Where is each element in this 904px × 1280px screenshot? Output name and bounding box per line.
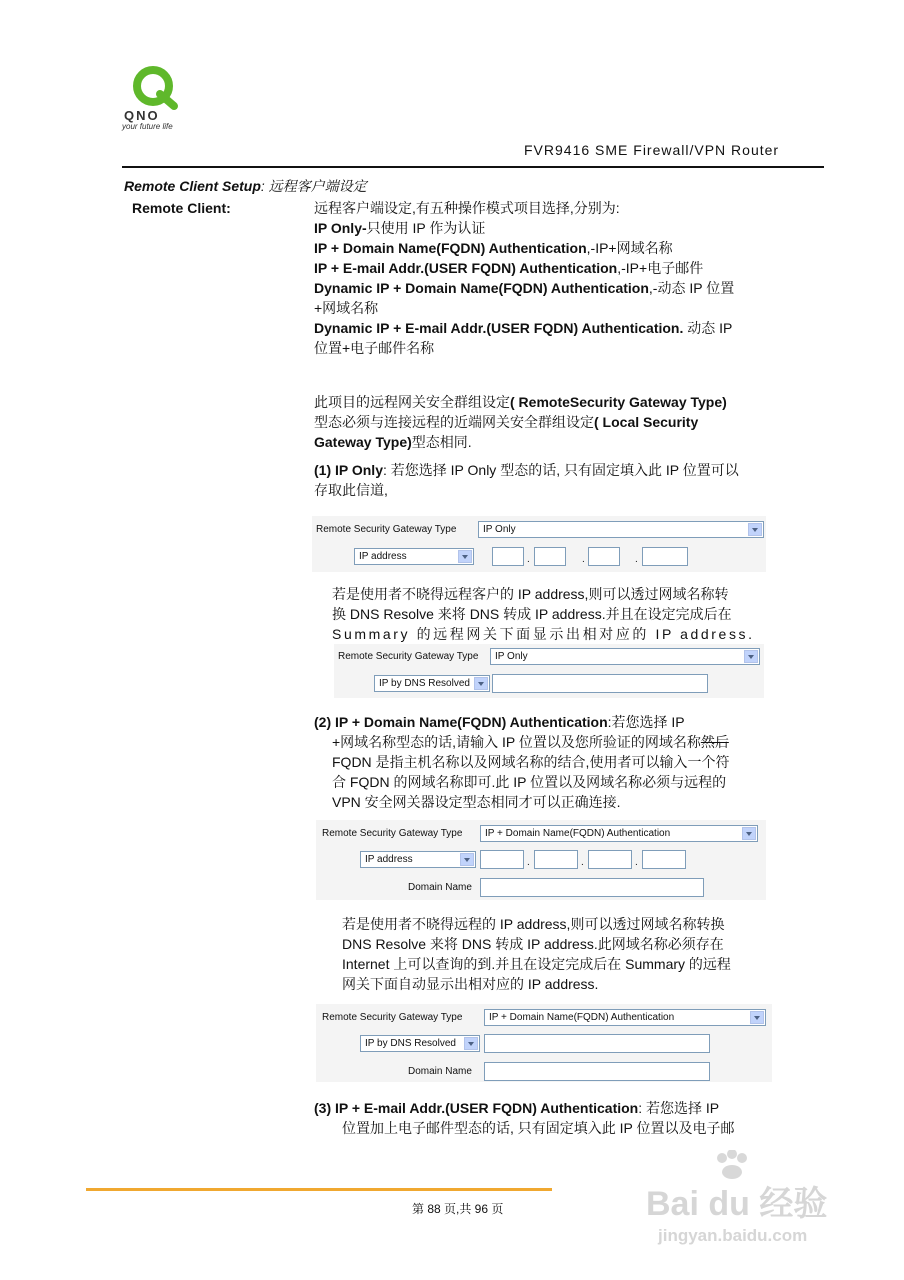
logo-tagline: your future life xyxy=(122,122,173,131)
gateway-type-select[interactable]: IP Only xyxy=(490,648,760,665)
ip-domain-text-4: VPN 安全网关器设定型态相同才可以正确连接. xyxy=(332,794,621,810)
ip-only-dns-text-3: Summary 的远程网关下面显示出相对应的 IP address. xyxy=(332,626,755,642)
ip-email-text-1: 位置加上电子邮件型态的话, 只有固定填入此 IP 位置以及电子邮 xyxy=(342,1120,735,1136)
baidu-watermark xyxy=(640,1150,870,1260)
ip-domain-dns-text-1: 若是使用者不晓得远程的 IP address,则可以透过网域名称转换 xyxy=(342,916,725,932)
address-mode-select[interactable]: IP by DNS Resolved xyxy=(374,675,490,692)
chevron-down-icon xyxy=(750,1011,764,1024)
ip-domain-text-2: FQDN 是指主机名称以及网域名称的结合,使用者可以输入一个符 xyxy=(332,754,730,770)
company-logo xyxy=(120,64,190,130)
gateway-note-line3: Gateway Type)型态相同. xyxy=(314,434,472,450)
gateway-type-select[interactable]: IP + Domain Name(FQDN) Authentication xyxy=(480,825,758,842)
watermark-brand: Bai du 经验 xyxy=(646,1185,828,1223)
mode-dynamic-email: Dynamic IP + E-mail Addr.(USER FQDN) Authentication. 动态 IP xyxy=(314,320,733,336)
ip-octet-3-input[interactable] xyxy=(588,850,632,869)
ip-only-dns-text-2: 换 DNS Resolve 来将 DNS 转成 IP address.并且在设定完成后在 xyxy=(332,606,732,622)
chevron-down-icon xyxy=(742,827,756,840)
remote-client-label: Remote Client: xyxy=(132,200,231,216)
ip-domain-heading: (2) IP + Domain Name(FQDN) Authentication:若您选择 IP xyxy=(314,714,685,730)
gateway-type-select[interactable]: IP Only xyxy=(478,521,764,538)
mode-dynamic-domain: Dynamic IP + Domain Name(FQDN) Authentication,-动态 IP 位置 xyxy=(314,280,735,296)
ip-email-heading: (3) IP + E-mail Addr.(USER FQDN) Authentication: 若您选择 IP xyxy=(314,1100,720,1116)
domain-name-input[interactable] xyxy=(484,1062,710,1081)
page-number: 第 88 页,共 96 页 xyxy=(412,1202,504,1216)
ip-dot: . xyxy=(581,857,584,868)
ip-domain-text-3: 合 FQDN 的网域名称即可.此 IP 位置以及网域名称必须与远程的 xyxy=(332,774,727,790)
chevron-down-icon xyxy=(474,677,488,690)
ip-only-config-panel xyxy=(312,516,766,572)
ip-domain-dns-config-panel xyxy=(316,1004,772,1082)
mode-ip-domain: IP + Domain Name(FQDN) Authentication,-IP+网域名称 xyxy=(314,240,673,256)
chevron-down-icon xyxy=(458,550,472,563)
gateway-type-label: Remote Security Gateway Type xyxy=(322,828,463,839)
gateway-type-select[interactable]: IP + Domain Name(FQDN) Authentication xyxy=(484,1009,766,1026)
ip-octet-4-input[interactable] xyxy=(642,850,686,869)
ip-octet-1-input[interactable] xyxy=(492,547,524,566)
header-rule xyxy=(122,166,824,168)
mode-ip-email: IP + E-mail Addr.(USER FQDN) Authentication,-IP+电子邮件 xyxy=(314,260,704,276)
chevron-down-icon xyxy=(464,1037,478,1050)
ip-only-dns-config-panel xyxy=(334,644,764,698)
logo-wordmark: QNO xyxy=(124,108,160,123)
ip-octet-2-input[interactable] xyxy=(534,547,566,566)
gateway-note-line1: 此项目的远程网关安全群组设定( RemoteSecurity Gateway Type) xyxy=(314,394,727,410)
gateway-type-label: Remote Security Gateway Type xyxy=(338,651,479,662)
ip-dot: . xyxy=(527,554,530,565)
address-mode-select[interactable]: IP address xyxy=(354,548,474,565)
gateway-note-line2: 型态必须与连接远程的近端网关安全群组设定( Local Security xyxy=(314,414,699,430)
gateway-type-label: Remote Security Gateway Type xyxy=(322,1012,463,1023)
section-title: Remote Client Setup: 远程客户端设定 xyxy=(124,178,367,194)
ip-only-heading-cont: 存取此信道, xyxy=(314,482,388,498)
dns-hostname-input[interactable] xyxy=(492,674,708,693)
footer-rule xyxy=(86,1188,552,1191)
ip-dot: . xyxy=(635,857,638,868)
ip-domain-text-1: +网域名称型态的话,请输入 IP 位置以及您所验证的网域名称然后 xyxy=(332,734,729,750)
ip-dot: . xyxy=(582,554,585,565)
address-mode-select[interactable]: IP address xyxy=(360,851,476,868)
ip-domain-dns-text-3: Internet 上可以查询的到.并且在设定完成后在 Summary 的远程 xyxy=(342,956,731,972)
qno-logo-icon xyxy=(120,64,190,110)
ip-domain-dns-text-2: DNS Resolve 来将 DNS 转成 IP address.此网域名称必须存在 xyxy=(342,936,724,952)
address-mode-select[interactable]: IP by DNS Resolved xyxy=(360,1035,480,1052)
chevron-down-icon xyxy=(748,523,762,536)
remote-client-intro: 远程客户端设定,有五种操作模式项目选择,分别为: xyxy=(314,200,620,216)
dns-hostname-input[interactable] xyxy=(484,1034,710,1053)
domain-name-label: Domain Name xyxy=(408,1066,472,1077)
ip-domain-config-panel xyxy=(316,820,766,900)
ip-octet-3-input[interactable] xyxy=(588,547,620,566)
product-title: FVR9416 SME Firewall/VPN Router xyxy=(524,142,780,158)
ip-only-heading: (1) IP Only: 若您选择 IP Only 型态的话, 只有固定填入此 IP 位置可以 xyxy=(314,462,739,478)
mode-dynamic-email-cont: 位置+电子邮件名称 xyxy=(314,340,435,356)
domain-name-label: Domain Name xyxy=(408,882,472,893)
domain-name-input[interactable] xyxy=(480,878,704,897)
gateway-type-label: Remote Security Gateway Type xyxy=(316,524,457,535)
ip-dot: . xyxy=(527,857,530,868)
chevron-down-icon xyxy=(744,650,758,663)
ip-domain-dns-text-4: 网关下面自动显示出相对应的 IP address. xyxy=(342,976,599,992)
watermark-url: jingyan.baidu.com xyxy=(658,1226,808,1245)
ip-octet-2-input[interactable] xyxy=(534,850,578,869)
chevron-down-icon xyxy=(460,853,474,866)
ip-only-dns-text-1: 若是使用者不晓得远程客户的 IP address,则可以透过网域名称转 xyxy=(332,586,729,602)
mode-dynamic-domain-cont: +网域名称 xyxy=(314,300,379,316)
ip-octet-4-input[interactable] xyxy=(642,547,688,566)
mode-ip-only: IP Only-只使用 IP 作为认证 xyxy=(314,220,486,236)
ip-dot: . xyxy=(635,554,638,565)
ip-octet-1-input[interactable] xyxy=(480,850,524,869)
